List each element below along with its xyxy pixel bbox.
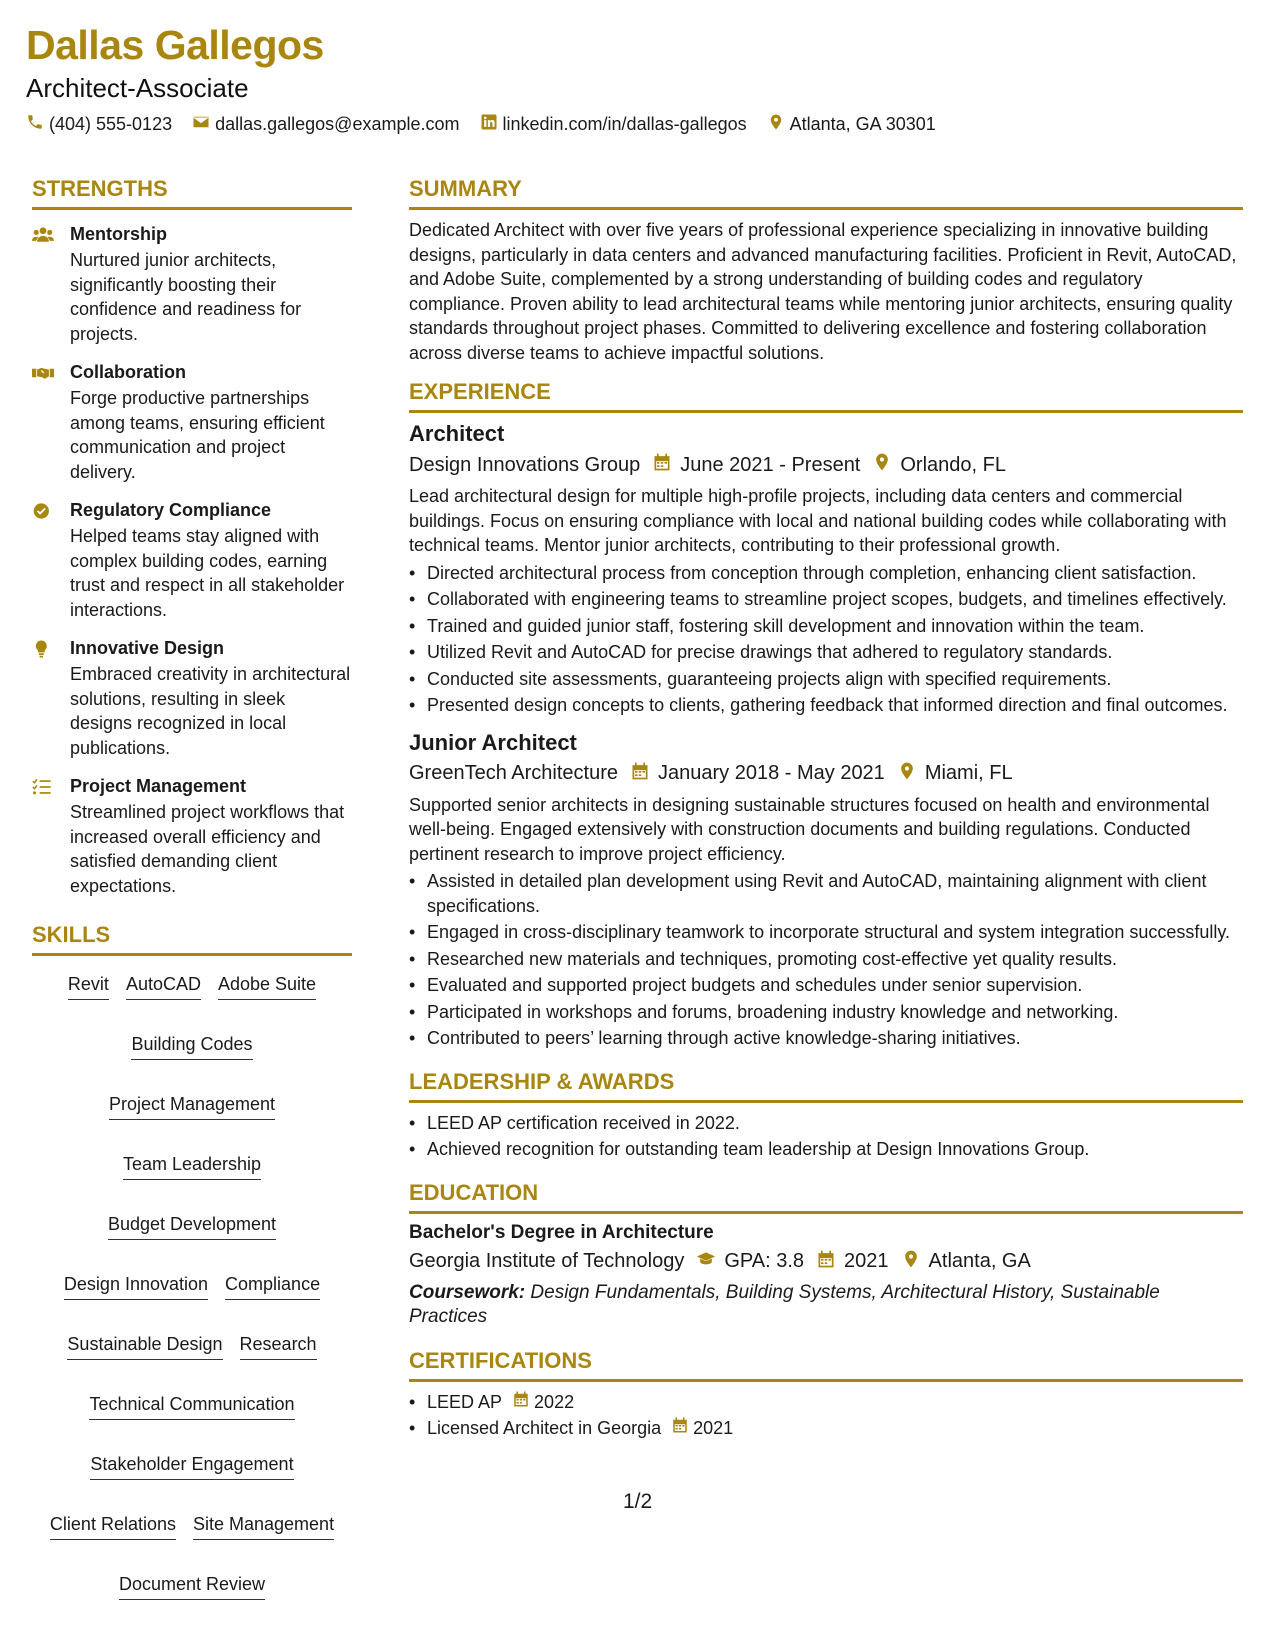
summary-text: Dedicated Architect with over five years of professional experience specializing in innovative building designs, particularly in data centers and advanced manufacturing facilities. Proficient in Revit, AutoCAD, and Adobe Suite, complemented by a strong understanding of building codes and regulatory compliance. Proven ability to lead architectural teams while mentoring junior architects, ensuring quality standards throughout project phases. Committed to delivering excellence and fostering collaboration across diverse teams to achieve impactful solutions. — [409, 220, 1237, 363]
contact-location: Atlanta, GA 30301 — [767, 113, 936, 136]
bullet-item: • Trained and guided junior staff, fostering skill development and innovation within the team. — [409, 614, 1243, 639]
bullet-item: • Assisted in detailed plan development using Revit and AutoCAD, maintaining alignment with client specifications. — [409, 869, 1243, 918]
graduation-year: 2021 — [844, 1250, 889, 1272]
left-column — [32, 176, 352, 1600]
skill-tag: Budget Development — [108, 1212, 276, 1240]
bullet-item: • Contributed to peers’ learning through active knowledge-sharing initiatives. — [409, 1026, 1243, 1051]
job-entry — [409, 421, 1243, 718]
skill-tag: Technical Communication — [89, 1392, 294, 1420]
contact-phone: (404) 555-0123 — [26, 113, 172, 136]
award-item: • LEED AP certification received in 2022. — [409, 1111, 1243, 1136]
skill-tag: Revit — [68, 972, 109, 1000]
envelope-icon — [192, 113, 210, 136]
calendar-icon — [816, 1249, 836, 1275]
job-description: Lead architectural design for multiple high-profile projects, including data centers and commercial buildings. Focus on ensuring compliance with local and national building codes while collaborating with technical teams. Mentor junior architects, contributing to their professional growth. — [409, 486, 1227, 555]
bullet-item: • Engaged in cross-disciplinary teamwork to incorporate structural and system integration successfully. — [409, 920, 1243, 945]
school-location: Atlanta, GA — [928, 1250, 1031, 1272]
bullet-item: • Utilized Revit and AutoCAD for precise drawings that adhered to regulatory standards. — [409, 640, 1243, 665]
bullet-item: • Researched new materials and techniques, promoting cost-effective yet quality results. — [409, 947, 1243, 972]
bullet-item: • Participated in workshops and forums, broadening industry knowledge and networking. — [409, 1000, 1243, 1025]
skills-list — [32, 964, 352, 1600]
calendar-icon — [671, 1416, 689, 1441]
calendar-icon — [630, 761, 650, 787]
degree-title: Bachelor's Degree in Architecture — [409, 1221, 714, 1243]
skill-tag: Client Relations — [50, 1512, 176, 1540]
graduation-cap-icon — [696, 1249, 716, 1275]
job-bullets — [409, 561, 1243, 718]
handshake-icon — [32, 362, 56, 484]
job-bullets — [409, 869, 1243, 1051]
contact-email[interactable]: dallas.gallegos@example.com — [192, 113, 459, 136]
users-icon — [32, 224, 56, 346]
strength-item: Collaboration Forge productive partnerships among teams, ensuring efficient communication and project delivery. — [32, 362, 352, 484]
job-title: Junior Architect — [409, 729, 577, 755]
bullet-item: • Conducted site assessments, guaranteeing projects align with specified requirements. — [409, 667, 1243, 692]
strengths-heading: STRENGTHS — [32, 176, 352, 210]
skill-tag: Design Innovation — [64, 1272, 208, 1300]
education-meta — [409, 1249, 1243, 1275]
strength-item: Regulatory Compliance Helped teams stay aligned with complex building codes, earning trust and respect in all stakeholder interactions. — [32, 500, 352, 622]
skill-tag: Adobe Suite — [218, 972, 316, 1000]
linkedin-icon — [480, 113, 498, 136]
job-dates: June 2021 - Present — [680, 453, 861, 476]
strength-item: Project Management Streamlined project workflows that increased overall efficiency and satisfied demanding client expectations. — [32, 776, 352, 898]
coursework-list: Design Fundamentals, Building Systems, Architectural History, Sustainable Practices — [409, 1281, 1160, 1327]
coursework-label: Coursework: — [409, 1281, 526, 1303]
calendar-icon — [512, 1390, 530, 1415]
certification-item: • Licensed Architect in Georgia 2021 — [409, 1416, 1243, 1441]
candidate-name: Dallas Gallegos — [26, 22, 324, 68]
phone-icon — [26, 113, 44, 136]
bullet-item: • Collaborated with engineering teams to streamline project scopes, budgets, and timelines effectively. — [409, 587, 1243, 612]
awards-heading: LEADERSHIP & AWARDS — [409, 1069, 1243, 1103]
right-column — [409, 176, 1243, 1443]
education-heading: EDUCATION — [409, 1180, 1243, 1214]
gpa: GPA: 3.8 — [724, 1250, 805, 1272]
skills-heading: SKILLS — [32, 922, 352, 956]
coursework — [409, 1281, 1243, 1330]
company-name: Design Innovations Group — [409, 453, 641, 476]
job-location: Orlando, FL — [900, 453, 1006, 476]
company-name: GreenTech Architecture — [409, 762, 618, 784]
summary-heading: SUMMARY — [409, 176, 1243, 210]
bullet-item: • Evaluated and supported project budgets and schedules under senior supervision. — [409, 973, 1243, 998]
skill-tag: Research — [240, 1332, 317, 1360]
job-entry — [409, 730, 1243, 1051]
map-pin-icon — [897, 761, 917, 787]
strength-item: Mentorship Nurtured junior architects, significantly boosting their confidence and readiness for projects. — [32, 224, 352, 346]
skill-tag: Sustainable Design — [67, 1332, 222, 1360]
skill-tag: Team Leadership — [123, 1152, 261, 1180]
award-item: • Achieved recognition for outstanding team leadership at Design Innovations Group. — [409, 1137, 1243, 1162]
candidate-role: Architect-Associate — [26, 73, 249, 103]
certification-item: • LEED AP 2022 — [409, 1390, 1243, 1415]
list-check-icon — [32, 776, 56, 898]
job-title: Architect — [409, 421, 505, 446]
job-location: Miami, FL — [924, 762, 1013, 784]
skill-tag: AutoCAD — [126, 972, 201, 1000]
map-pin-icon — [901, 1249, 921, 1275]
check-circle-icon — [32, 500, 56, 622]
bullet-item: • Directed architectural process from conception through completion, enhancing client satisfaction. — [409, 561, 1243, 586]
lightbulb-icon — [32, 638, 56, 760]
contact-linkedin[interactable]: linkedin.com/in/dallas-gallegos — [480, 113, 747, 136]
certifications-heading: CERTIFICATIONS — [409, 1348, 1243, 1382]
page-number: 1/2 — [623, 1490, 653, 1513]
skill-tag: Stakeholder Engagement — [90, 1452, 293, 1480]
map-pin-icon — [767, 113, 785, 136]
skill-tag: Site Management — [193, 1512, 334, 1540]
skill-tag: Compliance — [225, 1272, 320, 1300]
calendar-icon — [652, 452, 672, 478]
certifications-list — [409, 1390, 1243, 1441]
map-pin-icon — [872, 452, 892, 478]
bullet-item: • Presented design concepts to clients, gathering feedback that informed direction and final outcomes. — [409, 693, 1243, 718]
contact-bar — [26, 113, 936, 136]
skill-tag: Project Management — [109, 1092, 275, 1120]
skill-tag: Document Review — [119, 1572, 265, 1600]
job-description: Supported senior architects in designing sustainable structures focused on health and environmental well-being. Engaged extensively with construction documents and building regulations. Conducted pertinent research to improve project efficiency. — [409, 794, 1210, 864]
job-dates: January 2018 - May 2021 — [658, 762, 885, 784]
awards-list — [409, 1111, 1243, 1162]
strength-item: Innovative Design Embraced creativity in architectural solutions, resulting in sleek designs recognized in local publications. — [32, 638, 352, 760]
skill-tag: Building Codes — [131, 1032, 252, 1060]
job-meta — [409, 452, 1243, 478]
job-meta — [409, 761, 1243, 787]
school-name: Georgia Institute of Technology — [409, 1250, 685, 1272]
experience-heading: EXPERIENCE — [409, 379, 1243, 413]
